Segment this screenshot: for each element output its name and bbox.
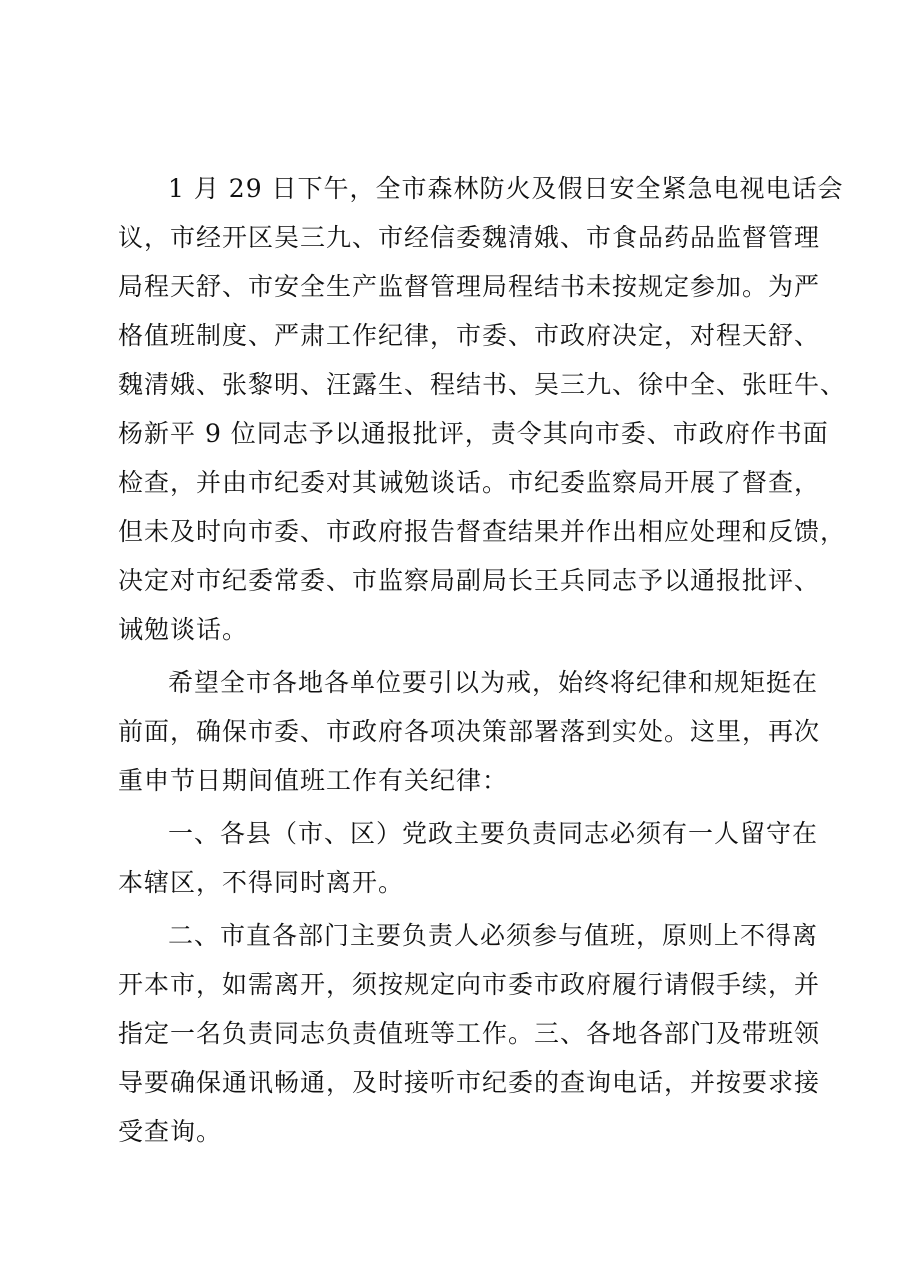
- paragraph-2: [118, 658, 821, 805]
- text-line: 杨新平 9 位同志予以通报批评，责令其向市委、市政府作书面: [118, 419, 829, 448]
- text-line: 二、市直各部门主要负责人必须参与值班，原则上不得离: [168, 921, 819, 950]
- text-line: 导要确保通讯畅通，及时接听市纪委的查询电话，并按要求接: [118, 1068, 821, 1097]
- text-line: 格值班制度、严肃工作纪律，市委、市政府决定，对程天舒、: [118, 321, 821, 350]
- text-line: 本辖区，不得同时离开。: [118, 868, 405, 897]
- paragraph-3: [118, 809, 819, 907]
- text-line: 诫勉谈话。: [118, 615, 249, 644]
- text-line: 1 月 29 日下午，全市森林防火及假日安全紧急电视电话会: [168, 174, 844, 203]
- text-line: 一、各县（市、区）党政主要负责同志必须有一人留守在: [168, 819, 819, 848]
- text-line: 开本市，如需离开，须按规定向市委市政府履行请假手续，并: [118, 970, 821, 999]
- document-body: [118, 164, 847, 1156]
- text-line: 局程天舒、市安全生产监督管理局程结书未按规定参加。为严: [118, 272, 821, 301]
- text-line: 重申节日期间值班工作有关纪律：: [118, 766, 509, 795]
- text-line: 议，市经开区吴三九、市经信委魏清娥、市食品药品监督管理: [118, 223, 821, 252]
- text-line: 检查，并由市纪委对其诫勉谈话。市纪委监察局开展了督查，: [118, 468, 821, 497]
- text-line: 魏清娥、张黎明、汪露生、程结书、吴三九、徐中全、张旺牛、: [118, 370, 847, 399]
- paragraph-1: [118, 164, 847, 654]
- text-line: 前面，确保市委、市政府各项决策部署落到实处。这里，再次: [118, 717, 821, 746]
- text-line: 但未及时向市委、市政府报告督查结果并作出相应处理和反馈，: [118, 517, 847, 546]
- text-line: 决定对市纪委常委、市监察局副局长王兵同志予以通报批评、: [118, 566, 821, 595]
- text-line: 受查询。: [118, 1117, 223, 1146]
- text-line: 指定一名负责同志负责值班等工作。三、各地各部门及带班领: [118, 1019, 821, 1048]
- paragraph-4: [118, 911, 821, 1156]
- text-line: 希望全市各地各单位要引以为戒，始终将纪律和规矩挺在: [168, 668, 819, 697]
